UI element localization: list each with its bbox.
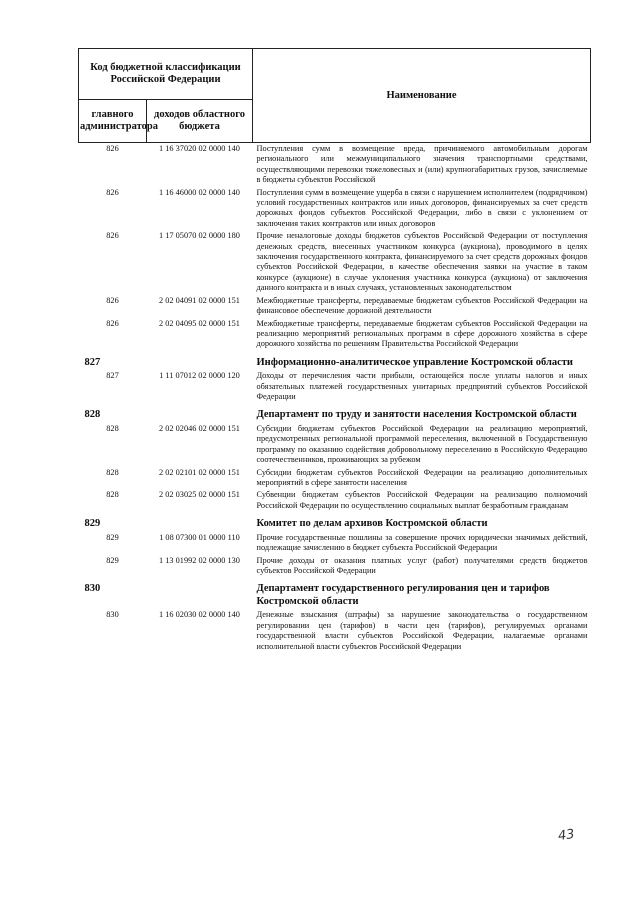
header-admin: главного администратора [79,100,147,143]
income-code-cell [147,577,253,609]
table-body [79,143,591,653]
income-code-cell: 1 13 01992 02 0000 130 [159,555,240,565]
income-code-cell: 1 17 05070 02 0000 180 [159,231,240,241]
name-cell: Прочие государственные пошлины за совершение прочих юридически значимых действий, подлежащие зачислению в бюджет субъекта Российской Федерации [256,532,588,553]
name-cell: Доходы от перечисления части прибыли, остающейся после уплаты налогов и иных обязательных платежей государственных унитарных предприятий субъектов Российской Федерации [256,371,588,402]
header-name: Наименование [253,49,591,143]
income-code-cell [147,512,253,532]
name-cell: Поступления сумм в возмещение ущерба в связи с нарушением исполнителем (подрядчиком) условий государственных контрактов или иных договоров, финансируемых за счет средств дорожных фондов субъектов Российской Федерации, либо в связи с уклонением от заключения таких контрактов или иных договоров [256,187,588,228]
section-row [79,577,591,609]
table-row [79,187,591,231]
name-cell: Денежные взыскания (штрафы) за нарушение законодательства о государственном регулировании цен (тарифов) в части цен (тарифов), регулируемых органами государственной власти субъектов Российской Федерации, налагаемые органами исполнительной власти субъектов Российской Федерации [256,610,588,651]
table-row [79,143,591,187]
income-code-cell: 2 02 02046 02 0000 151 [159,423,240,433]
name-cell: Межбюджетные трансферты, передаваемые бюджетам субъектов Российской Федерации на реализацию мероприятий региональных программ в сфере дорожного хозяйства в сфере дорожного хозяйства по решениям Правительства Российской Федерации [256,318,588,349]
income-code-cell: 2 02 04095 02 0000 151 [159,318,240,328]
name-cell: Информационно-аналитическое управление Костромской области [256,356,573,368]
admin-code-cell: 828 [106,423,119,433]
admin-code-cell: 826 [106,318,119,328]
income-code-cell: 2 02 03025 02 0000 151 [159,490,240,500]
table-row [79,230,591,294]
section-row [79,403,591,423]
table-row [79,295,591,318]
admin-code-cell: 828 [106,467,119,477]
admin-code-cell: 826 [106,231,119,241]
admin-code-cell: 829 [106,555,119,565]
income-code-cell: 1 16 37020 02 0000 140 [159,144,240,153]
name-cell: Прочие неналоговые доходы бюджетов субъектов Российской Федерации от поступления денежных средств, внесенных участником конкурса (аукциона), проводимого в целях заключения государственного контракта, финансируемого за счет средств дорожных фондов субъектов Российской Федерации, в качестве обеспечения заявки на участие в таком конкурсе (аукционе) в случае уклонения участника конкурса (аукциона) от заключения данного контракта и в иных случаях, установленных законодательством [256,231,588,293]
name-cell: Прочие доходы от оказания платных услуг (работ) получателями средств бюджетов субъектов Российской Федерации [256,555,588,575]
name-cell: Межбюджетные трансферты, передаваемые бюджетам субъектов Российской Федерации на финансовое обеспечение дорожной деятельности [256,295,588,316]
name-cell: Поступления сумм в возмещение вреда, причиняемого автомобильным дорогам регионального или межмуниципального значения транспортными средствами, осуществляющими перевозки тяжеловесных и (или) крупногабаритных грузов, зачисляемые в бюджеты субъектов Российской [256,144,588,185]
table-row [79,532,591,555]
name-cell: Комитет по делам архивов Костромской области [256,518,488,530]
table-row [79,318,591,351]
table-row [79,609,591,653]
table-row [79,467,591,490]
table-header [79,49,591,143]
admin-code-cell: 827 [106,371,119,381]
income-code-cell: 1 16 46000 02 0000 140 [159,187,240,197]
name-cell: Департамент по труду и занятости населения Костромской области [256,409,577,421]
document-page [78,48,590,653]
income-code-cell [147,403,253,423]
admin-code-cell: 829 [84,518,101,530]
admin-code-cell: 826 [106,295,119,305]
table-row [79,423,591,467]
header-income: доходов областного бюджета [147,100,253,143]
table-row [79,555,591,578]
admin-code-cell: 830 [106,610,119,620]
name-cell: Субвенции бюджетам субъектов Российской Федерации на реализацию полномочий Российской Федерации по осуществлению социальных выплат безработным гражданам [256,490,588,510]
admin-code-cell: 828 [106,490,119,500]
income-code-cell [147,351,253,371]
admin-code-cell: 830 [84,583,101,595]
budget-code-table [78,48,591,653]
admin-code-cell: 826 [106,144,119,153]
name-cell: Субсидии бюджетам субъектов Российской Федерации на реализацию дополнительных мероприятий в сфере занятости населения [256,467,588,487]
income-code-cell: 1 08 07300 01 0000 110 [159,532,240,542]
admin-code-cell: 826 [106,187,119,197]
admin-code-cell: 829 [106,532,119,542]
name-cell: Департамент государственного регулирования цен и тарифов Костромской области [256,583,550,607]
name-cell: Субсидии бюджетам субъектов Российской Федерации на реализацию мероприятий, предусмотренных региональной программой переселения, включенной в Государственную программу по оказанию содействия добровольному переселению в Российскую Федерацию соотечественников, проживающих за рубежом [256,423,588,465]
table-row [79,489,591,512]
section-row [79,512,591,532]
page-number: 43 [557,826,576,845]
income-code-cell: 1 16 02030 02 0000 140 [159,610,240,620]
income-code-cell: 2 02 04091 02 0000 151 [159,295,240,305]
table-row [79,370,591,403]
admin-code-cell: 827 [84,356,101,368]
section-row [79,351,591,371]
header-code-group: Код бюджетной классификации Российской Федерации [79,49,253,100]
income-code-cell: 2 02 02101 02 0000 151 [159,467,240,477]
income-code-cell: 1 11 07012 02 0000 120 [159,371,240,381]
admin-code-cell: 828 [84,409,101,421]
